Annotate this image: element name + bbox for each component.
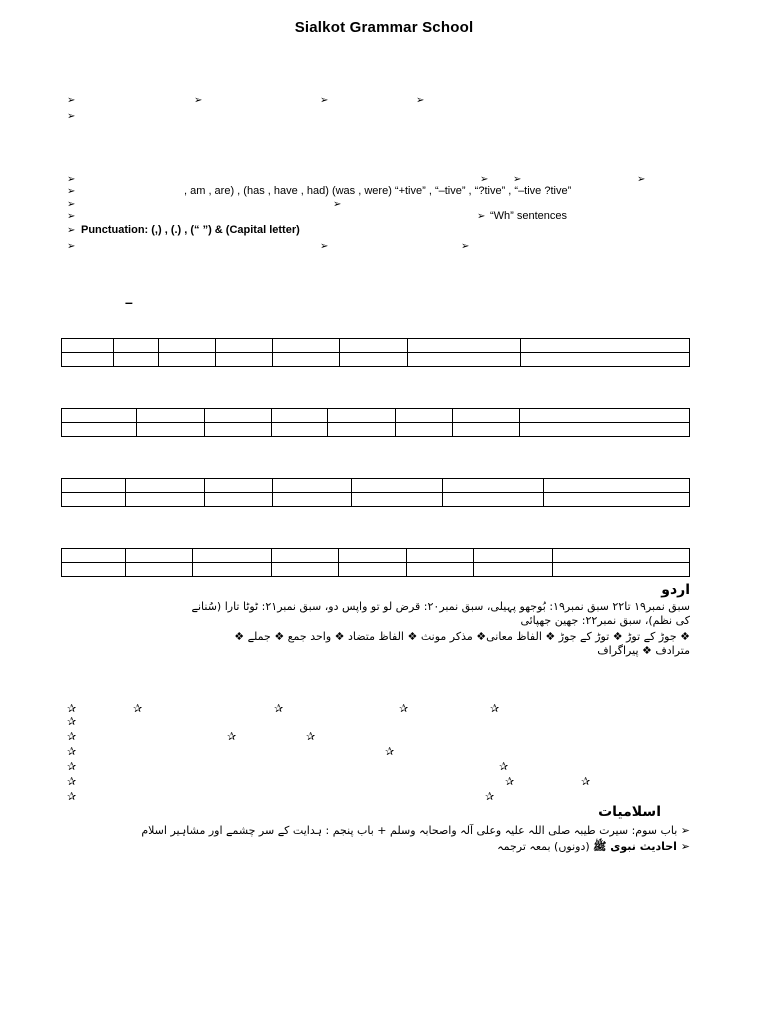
star-icon: ✰ [67, 791, 77, 803]
star-icon: ✰ [399, 703, 409, 715]
star-icon: ✰ [490, 703, 500, 715]
urdu-heading: اردو [661, 582, 690, 598]
bullet-arrow-icon: ➢ [333, 199, 342, 210]
urdu-topics-line: مترادف ❖ پیراگراف [597, 644, 690, 657]
bullet-arrow-icon: ➢ [513, 174, 522, 185]
bullet-arrow-icon: ➢ [477, 211, 486, 222]
bullet-arrow-icon: ➢ [67, 241, 76, 252]
star-icon: ✰ [67, 703, 77, 715]
star-icon: ✰ [67, 761, 77, 773]
verbs-tenses-line: , am , are) , (has , have , had) (was , were) “+tive” , “–tive” , “?tive” , “–tive ?tive” [184, 185, 572, 197]
islamiat-heading: اسلامیات [598, 804, 661, 820]
bullet-arrow-icon: ➢ [320, 241, 329, 252]
bullet-arrow-icon: ➢ [194, 95, 203, 106]
star-icon: ✰ [581, 776, 591, 788]
urdu-topics-line: ❖ جوڑ کے توڑ ❖ توڑ کے جوڑ ❖ الفاظ معانی❖ مذکر مونث ❖ الفاظ متضاد ❖ واحد جمع ❖ جملے ❖ [234, 630, 690, 643]
section-dash: – [125, 294, 133, 310]
hadith-note: (دونوں) بمعہ ترجمہ [497, 840, 594, 853]
empty-table-4 [61, 548, 690, 577]
hadith-label: ➢ احادیث نبوی ﷺ [593, 840, 690, 853]
bullet-arrow-icon: ➢ [67, 95, 76, 106]
empty-table-1 [61, 338, 690, 367]
urdu-lessons-line: سبق نمبر۱۹ تا۲۲ سبق نمبر۱۹: بُوجھو پہیلی، سبق نمبر۲۰: قرض لو تو واپس دو، سبق نمبر۲۱: ٹوٹا تارا (سُنانے [191, 600, 690, 613]
bullet-arrow-icon: ➢ [67, 111, 76, 122]
punctuation-line: Punctuation: (,) , (.) , (“ ”) & (Capital letter) [81, 224, 300, 236]
bullet-arrow-icon: ➢ [480, 174, 489, 185]
bullet-arrow-icon: ➢ [416, 95, 425, 106]
bullet-arrow-icon: ➢ [637, 174, 646, 185]
urdu-lessons [66, 600, 690, 628]
bullet-arrow-icon: ➢ [67, 174, 76, 185]
bullet-arrow-icon: ➢ [67, 225, 76, 236]
star-icon: ✰ [67, 776, 77, 788]
star-icon: ✰ [67, 731, 77, 743]
star-icon: ✰ [385, 746, 395, 758]
star-icon: ✰ [485, 791, 495, 803]
islamiat-line [66, 840, 690, 854]
urdu-lessons-line: کی نظم)، سبق نمبر۲۲: جھین جھپائی [520, 614, 690, 627]
bullet-arrow-icon: ➢ [461, 241, 470, 252]
star-icon: ✰ [133, 703, 143, 715]
islamiat-line: ➢ باب سوم: سیرت طیبہ صلی اللہ علیہ وعلی آلہ واصحابہ وسلم + باب پنجم : ہدایت کے سر چشمے اور مشاہیر اسلام [141, 824, 690, 837]
urdu-topics [66, 630, 690, 658]
empty-table-3 [61, 478, 690, 507]
bullet-arrow-icon: ➢ [67, 211, 76, 222]
star-icon: ✰ [306, 731, 316, 743]
star-icon: ✰ [67, 716, 77, 728]
star-icon: ✰ [227, 731, 237, 743]
empty-table-2 [61, 408, 690, 437]
bullet-arrow-icon: ➢ [320, 95, 329, 106]
school-title: Sialkot Grammar School [294, 19, 474, 36]
star-icon: ✰ [274, 703, 284, 715]
star-icon: ✰ [505, 776, 515, 788]
bullet-arrow-icon: ➢ [67, 199, 76, 210]
wh-sentences-line: “Wh” sentences [490, 210, 568, 222]
star-icon: ✰ [499, 761, 509, 773]
bullet-arrow-icon: ➢ [67, 186, 76, 197]
star-icon: ✰ [67, 746, 77, 758]
